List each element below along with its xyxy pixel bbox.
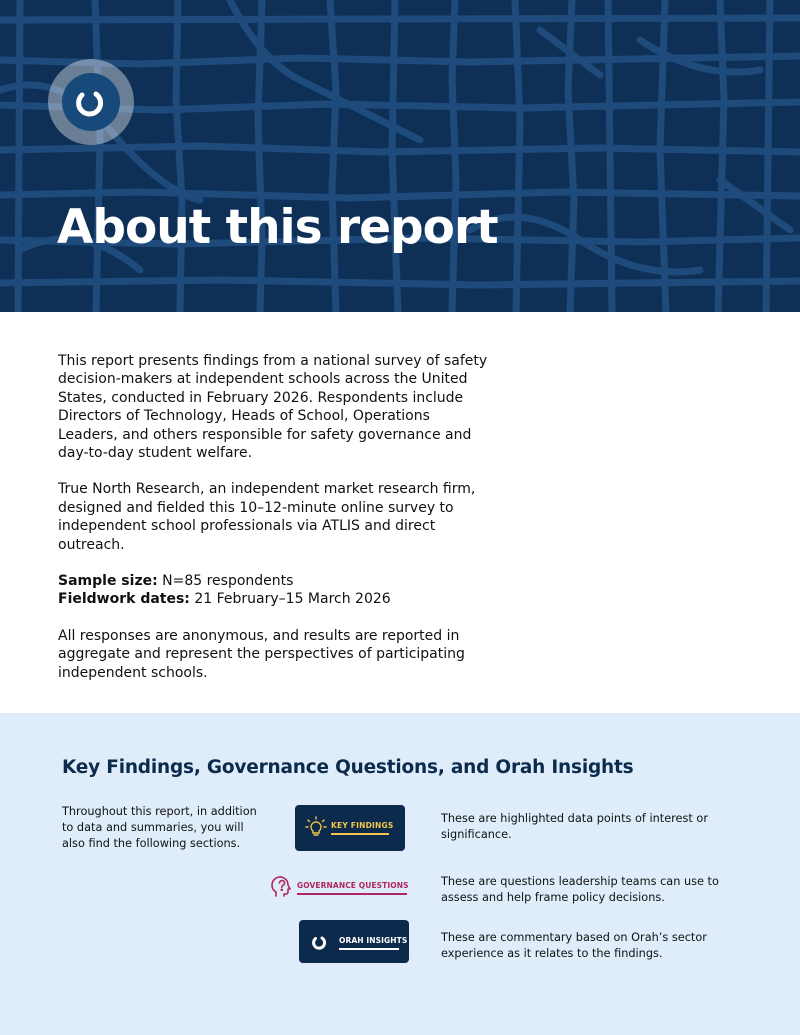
orah-logo-badge [48,59,134,145]
sample-size-label: Sample size: [58,573,158,590]
key-findings-underline [331,833,389,835]
orah-insights-label: ORAH INSIGHTS [339,936,408,945]
survey-meta [58,572,488,609]
street-map-background [0,0,800,312]
section-intro: Throughout this report, in addition to data and summaries, you will also find the following sections. [62,805,257,850]
governance-questions-description: These are questions leadership teams can use to assess and help frame policy decisions. [441,875,719,904]
orah-logo-icon [308,931,330,953]
intro-paragraph: All responses are anonymous, and results are reported in aggregate and represent the perspectives of participating independent schools. [58,627,465,681]
fieldwork-label: Fieldwork dates: [58,591,190,608]
key-findings-label: KEY FINDINGS [331,821,394,830]
intro-paragraph: This report presents findings from a national survey of safety decision-makers at independent schools across the United States, conducted in February 2026. Respondents include Directors of Technology, Heads of School, Operations Leaders, and others responsible for safety governance and day-to-day student welfare. [58,353,488,462]
key-sections-panel [0,713,800,1035]
governance-questions-label: GOVERNANCE QUESTIONS [297,881,409,890]
key-findings-description: These are highlighted data points of interest or significance. [441,812,708,841]
orah-insights-underline [339,948,399,950]
fieldwork-dates-row [58,590,488,608]
orah-logo-icon [62,73,120,131]
key-findings-badge [295,805,405,851]
fieldwork-value: 21 February–15 March 2026 [189,591,391,608]
sample-size-row [58,572,488,590]
orah-insights-description: These are commentary based on Orah’s sector experience as it relates to the findings. [441,931,707,960]
intro-text [58,352,488,700]
governance-questions-badge [270,874,420,904]
orah-insights-badge [299,920,409,963]
intro-paragraph: True North Research, an independent market research firm, designed and fielded this 10–12-minute online survey to independent school professionals via ATLIS and direct outreach. [58,481,476,553]
page-title: About this report [57,200,498,255]
section-heading: Key Findings, Governance Questions, and Orah Insights [62,757,634,778]
sample-size-value: N=85 respondents [157,573,294,590]
lightbulb-icon [305,816,327,840]
question-head-icon [270,874,294,900]
hero-banner [0,0,800,312]
governance-questions-underline [297,893,407,895]
